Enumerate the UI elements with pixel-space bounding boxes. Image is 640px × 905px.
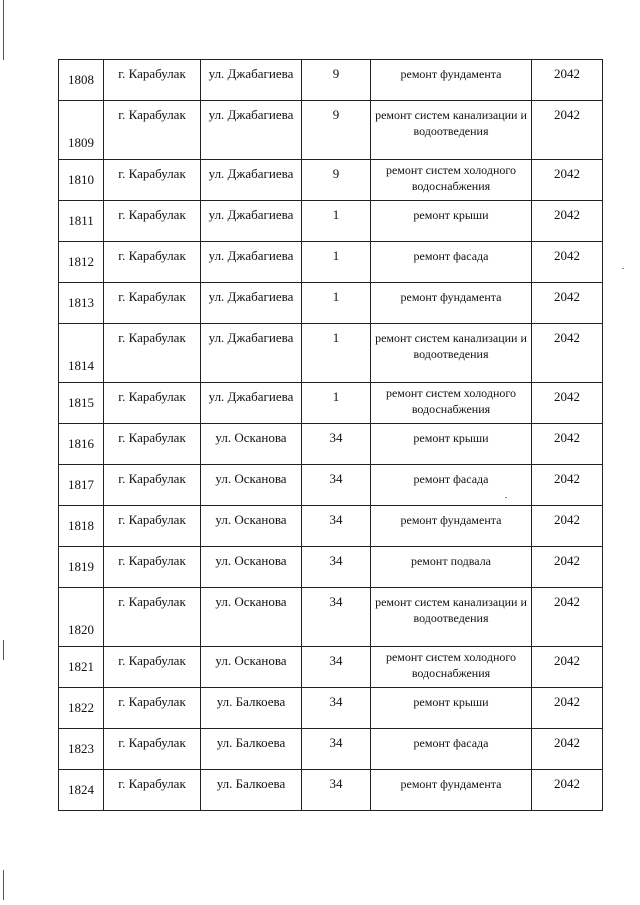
row-number-cell: 1813 bbox=[59, 283, 104, 324]
house-number-cell: 34 bbox=[302, 424, 371, 465]
year-cell: 2042 bbox=[532, 424, 603, 465]
street-cell: ул. Осканова bbox=[201, 647, 302, 688]
street-cell: ул. Джабагиева bbox=[201, 383, 302, 424]
street-cell: ул. Джабагиева bbox=[201, 201, 302, 242]
work-type-cell: ремонт подвала bbox=[371, 547, 532, 588]
table-row bbox=[59, 770, 603, 811]
table-row bbox=[59, 588, 603, 647]
city-cell: г. Карабулак bbox=[104, 729, 201, 770]
work-type-cell: ремонт фундамента bbox=[371, 60, 532, 101]
year-cell: 2042 bbox=[532, 647, 603, 688]
row-number-cell: 1809 bbox=[59, 101, 104, 160]
repair-schedule-table bbox=[58, 59, 603, 811]
city-cell: г. Карабулак bbox=[104, 424, 201, 465]
year-cell: 2042 bbox=[532, 324, 603, 383]
row-number-cell: 1812 bbox=[59, 242, 104, 283]
table-row bbox=[59, 729, 603, 770]
table-row bbox=[59, 424, 603, 465]
house-number-cell: 1 bbox=[302, 383, 371, 424]
city-cell: г. Карабулак bbox=[104, 647, 201, 688]
table-row bbox=[59, 101, 603, 160]
street-cell: ул. Балкоева bbox=[201, 770, 302, 811]
city-cell: г. Карабулак bbox=[104, 283, 201, 324]
house-number-cell: 1 bbox=[302, 242, 371, 283]
table-body bbox=[59, 60, 603, 811]
work-type-cell: ремонт крыши bbox=[371, 688, 532, 729]
city-cell: г. Карабулак bbox=[104, 770, 201, 811]
table-row bbox=[59, 506, 603, 547]
work-type-cell: ремонт фасада bbox=[371, 242, 532, 283]
work-type-cell: ремонт систем холодного водоснабжения bbox=[371, 383, 532, 424]
house-number-cell: 1 bbox=[302, 324, 371, 383]
table-row bbox=[59, 688, 603, 729]
year-cell: 2042 bbox=[532, 729, 603, 770]
scan-edge-mark bbox=[3, 0, 4, 60]
table-row bbox=[59, 160, 603, 201]
work-type-cell: ремонт крыши bbox=[371, 424, 532, 465]
street-cell: ул. Осканова bbox=[201, 465, 302, 506]
house-number-cell: 9 bbox=[302, 60, 371, 101]
street-cell: ул. Балкоева bbox=[201, 729, 302, 770]
row-number-cell: 1811 bbox=[59, 201, 104, 242]
city-cell: г. Карабулак bbox=[104, 324, 201, 383]
work-type-cell: ремонт фундамента bbox=[371, 506, 532, 547]
work-type-cell: ремонт систем канализации и водоотведения bbox=[371, 588, 532, 647]
street-cell: ул. Осканова bbox=[201, 547, 302, 588]
scan-edge-mark bbox=[3, 640, 4, 660]
street-cell: ул. Осканова bbox=[201, 588, 302, 647]
table-row bbox=[59, 324, 603, 383]
house-number-cell: 34 bbox=[302, 688, 371, 729]
row-number-cell: 1821 bbox=[59, 647, 104, 688]
year-cell: 2042 bbox=[532, 242, 603, 283]
city-cell: г. Карабулак bbox=[104, 201, 201, 242]
work-type-cell: ремонт систем канализации и водоотведения bbox=[371, 101, 532, 160]
row-number-cell: 1810 bbox=[59, 160, 104, 201]
year-cell: 2042 bbox=[532, 60, 603, 101]
row-number-cell: 1818 bbox=[59, 506, 104, 547]
scan-speck bbox=[622, 268, 624, 269]
row-number-cell: 1817 bbox=[59, 465, 104, 506]
house-number-cell: 34 bbox=[302, 506, 371, 547]
street-cell: ул. Джабагиева bbox=[201, 160, 302, 201]
house-number-cell: 34 bbox=[302, 770, 371, 811]
street-cell: ул. Джабагиева bbox=[201, 242, 302, 283]
city-cell: г. Карабулак bbox=[104, 242, 201, 283]
row-number-cell: 1822 bbox=[59, 688, 104, 729]
work-type-cell: ремонт фасада bbox=[371, 729, 532, 770]
house-number-cell: 1 bbox=[302, 283, 371, 324]
work-type-cell: ремонт систем канализации и водоотведения bbox=[371, 324, 532, 383]
row-number-cell: 1824 bbox=[59, 770, 104, 811]
row-number-cell: 1815 bbox=[59, 383, 104, 424]
work-type-cell: ремонт крыши bbox=[371, 201, 532, 242]
year-cell: 2042 bbox=[532, 465, 603, 506]
year-cell: 2042 bbox=[532, 383, 603, 424]
street-cell: ул. Джабагиева bbox=[201, 60, 302, 101]
row-number-cell: 1808 bbox=[59, 60, 104, 101]
row-number-cell: 1814 bbox=[59, 324, 104, 383]
city-cell: г. Карабулак bbox=[104, 506, 201, 547]
house-number-cell: 34 bbox=[302, 647, 371, 688]
street-cell: ул. Осканова bbox=[201, 424, 302, 465]
city-cell: г. Карабулак bbox=[104, 547, 201, 588]
house-number-cell: 9 bbox=[302, 160, 371, 201]
street-cell: ул. Джабагиева bbox=[201, 283, 302, 324]
table-row bbox=[59, 60, 603, 101]
street-cell: ул. Осканова bbox=[201, 506, 302, 547]
work-type-cell: ремонт систем холодного водоснабжения bbox=[371, 647, 532, 688]
year-cell: 2042 bbox=[532, 506, 603, 547]
city-cell: г. Карабулак bbox=[104, 383, 201, 424]
row-number-cell: 1816 bbox=[59, 424, 104, 465]
table-row bbox=[59, 647, 603, 688]
year-cell: 2042 bbox=[532, 101, 603, 160]
year-cell: 2042 bbox=[532, 201, 603, 242]
city-cell: г. Карабулак bbox=[104, 588, 201, 647]
row-number-cell: 1819 bbox=[59, 547, 104, 588]
year-cell: 2042 bbox=[532, 688, 603, 729]
table-row bbox=[59, 242, 603, 283]
city-cell: г. Карабулак bbox=[104, 60, 201, 101]
scan-edge-mark bbox=[3, 870, 4, 900]
year-cell: 2042 bbox=[532, 160, 603, 201]
house-number-cell: 1 bbox=[302, 201, 371, 242]
year-cell: 2042 bbox=[532, 283, 603, 324]
year-cell: 2042 bbox=[532, 588, 603, 647]
house-number-cell: 9 bbox=[302, 101, 371, 160]
work-type-cell: ремонт фасада bbox=[371, 465, 532, 506]
street-cell: ул. Балкоева bbox=[201, 688, 302, 729]
house-number-cell: 34 bbox=[302, 588, 371, 647]
work-type-cell: ремонт фундамента bbox=[371, 770, 532, 811]
table-row bbox=[59, 465, 603, 506]
work-type-cell: ремонт систем холодного водоснабжения bbox=[371, 160, 532, 201]
city-cell: г. Карабулак bbox=[104, 101, 201, 160]
table-row bbox=[59, 201, 603, 242]
house-number-cell: 34 bbox=[302, 465, 371, 506]
work-type-cell: ремонт фундамента bbox=[371, 283, 532, 324]
street-cell: ул. Джабагиева bbox=[201, 101, 302, 160]
row-number-cell: 1823 bbox=[59, 729, 104, 770]
city-cell: г. Карабулак bbox=[104, 688, 201, 729]
table-row bbox=[59, 547, 603, 588]
year-cell: 2042 bbox=[532, 770, 603, 811]
year-cell: 2042 bbox=[532, 547, 603, 588]
table-row bbox=[59, 383, 603, 424]
city-cell: г. Карабулак bbox=[104, 465, 201, 506]
row-number-cell: 1820 bbox=[59, 588, 104, 647]
street-cell: ул. Джабагиева bbox=[201, 324, 302, 383]
city-cell: г. Карабулак bbox=[104, 160, 201, 201]
table-row bbox=[59, 283, 603, 324]
house-number-cell: 34 bbox=[302, 729, 371, 770]
house-number-cell: 34 bbox=[302, 547, 371, 588]
